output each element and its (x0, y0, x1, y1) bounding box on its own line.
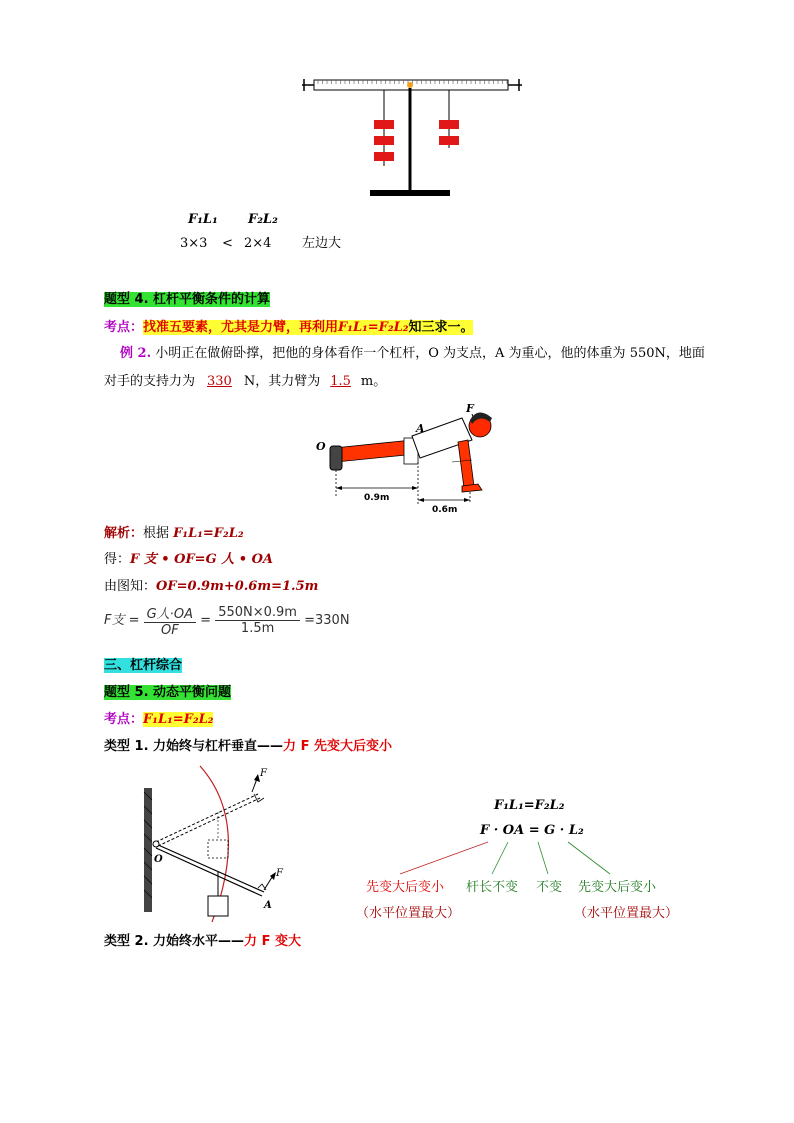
solution-line2: 得：F 支 • OF=G 人 • OA (104, 552, 273, 567)
label-f: F (466, 402, 474, 415)
paren-max-2: （水平位置最大） (574, 906, 679, 921)
analysis-connectors (360, 840, 680, 880)
answer-support-force: 330 (207, 374, 232, 389)
solution-equation: F支 = $\frac{\text{G人⋅OA}}{OF}$ = $\frac{550N\times 0.9m}{1.5m}$ =330N (104, 605, 350, 638)
solution-line3: 由图知：OF=0.9m+0.6m=1.5m (104, 579, 319, 594)
type2-heading: 类型 2. 力始终水平——力 F 变大 (104, 934, 301, 949)
section4-title: 题型 4. 杠杆平衡条件的计算 (104, 292, 271, 307)
calc-right: 2×4 (244, 236, 272, 251)
note-lever-length: 杆长不变 (466, 880, 519, 895)
label-f-top: F (260, 768, 267, 779)
dim-0-6m: 0.6m (432, 505, 458, 515)
label-f2l2: F₂L₂ (248, 212, 278, 227)
example2-line2: 对手的支持力为 330 N，其力臂为 1.5 m。 (104, 374, 387, 389)
paren-max-1: （水平位置最大） (356, 906, 461, 921)
note-arm-change: 先变大后变小 (578, 880, 657, 895)
label-a: A (416, 422, 425, 435)
analysis-formula2: F · OA = G · L₂ (480, 823, 584, 838)
label-o: O (154, 854, 163, 865)
note-unchanged: 不变 (536, 880, 563, 895)
calc-left: 3×3 (180, 236, 208, 251)
note-force-change: 先变大后变小 (366, 880, 445, 895)
label-a: A (264, 900, 272, 911)
calc-op: < (222, 236, 233, 251)
lever-scale-figure (300, 72, 530, 202)
label-o: O (316, 440, 326, 453)
section4-keypoint: 考点：找准五要素，尤其是力臂，再利用F₁L₁=F₂L₂知三求一。 (104, 320, 474, 335)
answer-arm-length: 1.5 (330, 374, 351, 389)
lever-wall-figure (140, 762, 300, 932)
example2-line1: 例 2. 小明正在做俯卧撑，把他的身体看作一个杠杆，O 为支点，A 为重心，他的体重为 550N，地面 (120, 346, 705, 361)
section5-title: 题型 5. 动态平衡问题 (104, 685, 232, 700)
calc-result: 左边大 (302, 236, 342, 251)
label-f1l1: F₁L₁ (188, 212, 218, 227)
analysis-formula1: F₁L₁=F₂L₂ (494, 798, 565, 813)
section5-keypoint: 考点：F₁L₁=F₂L₂ (104, 712, 214, 727)
type1-heading: 类型 1. 力始终与杠杆垂直——力 F 先变大后变小 (104, 739, 392, 754)
solution-line1: 解析：根据 F₁L₁=F₂L₂ (104, 526, 244, 541)
label-f-low: F (276, 868, 283, 879)
dim-0-9m: 0.9m (364, 493, 390, 503)
section3-title: 三、杠杆综合 (104, 658, 183, 673)
pushup-figure (312, 400, 532, 520)
